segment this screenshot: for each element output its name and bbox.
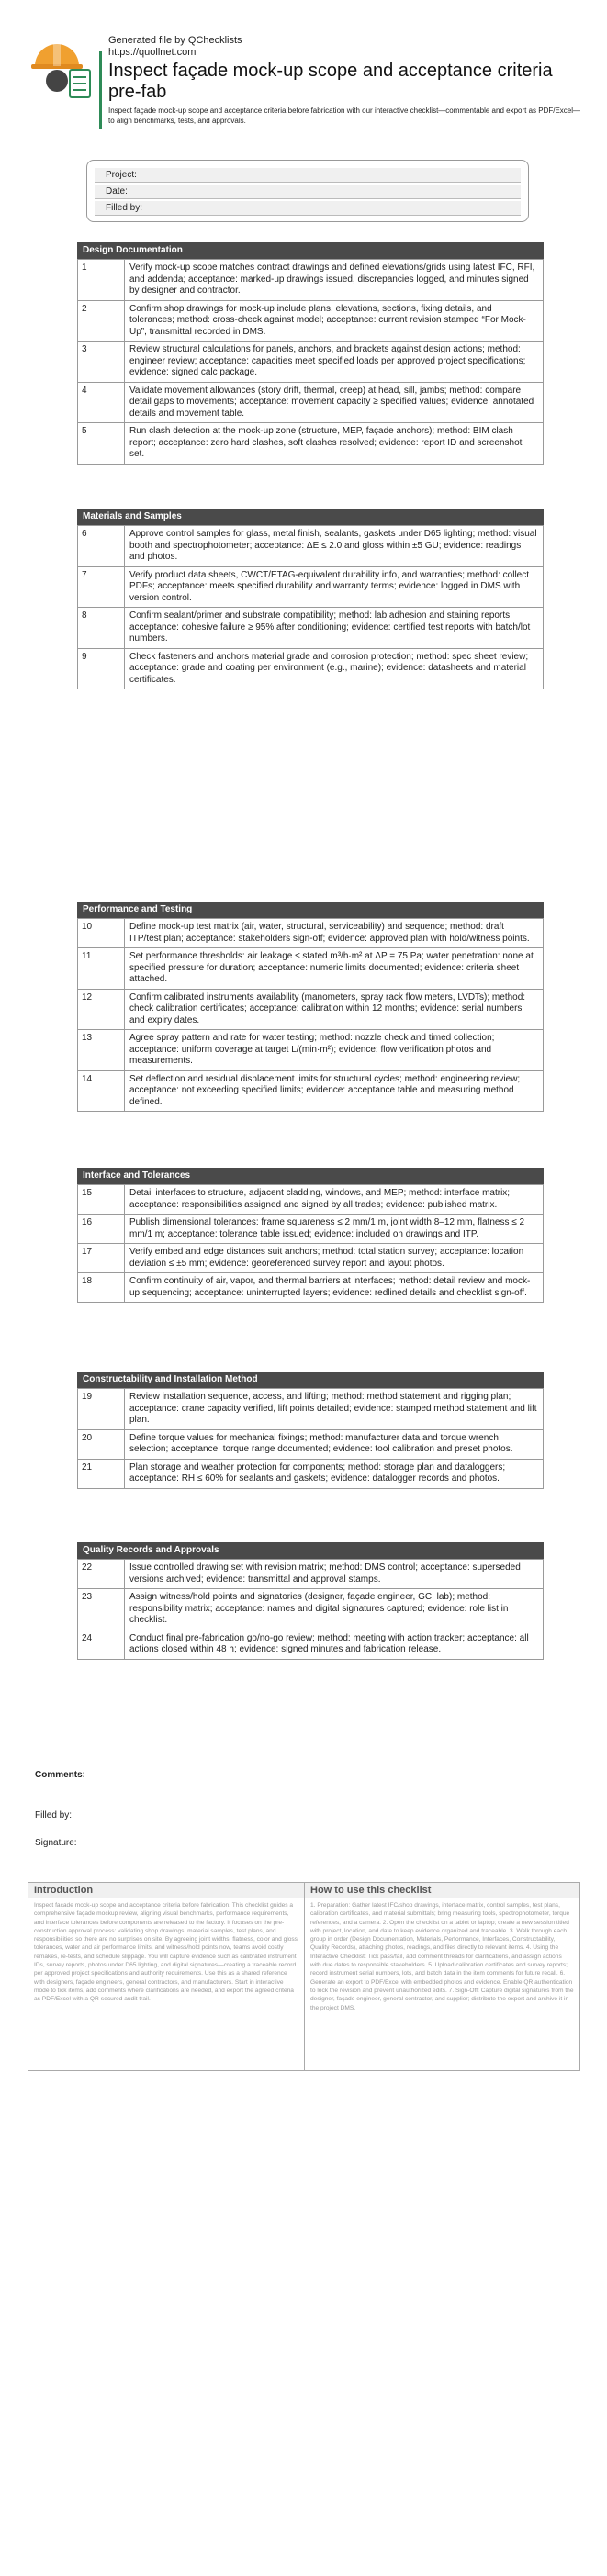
- checklist-table: [77, 1388, 544, 1489]
- item-number: 1: [78, 260, 125, 301]
- item-number: 17: [78, 1244, 125, 1273]
- item-text: Confirm sealant/primer and substrate compatibility; method: lab adhesion and staining reports; acceptance: cohesive failure ≥ 95% after conditioning; evidence: certified test reports with batch/lot numbers.: [125, 608, 544, 649]
- checklist-row[interactable]: [78, 423, 544, 465]
- item-text: Validate movement allowances (story drift, thermal, creep) at head, sill, jambs; method: compare detail gaps to movements; acceptance: movement capacity ≥ specified values; evidence: annotated details and movement table.: [125, 382, 544, 423]
- item-number: 8: [78, 608, 125, 649]
- item-text: Confirm calibrated instruments availability (manometers, spray rack flow meters, LVDTs); method: check calibration certificates; acceptance: calibration within 12 months; evidence: serial numbers and expiry dates.: [125, 989, 544, 1030]
- section-heading: Performance and Testing: [77, 902, 544, 918]
- item-number: 2: [78, 300, 125, 342]
- checklist-table: [77, 918, 544, 1112]
- item-number: 4: [78, 382, 125, 423]
- item-text: Define mock-up test matrix (air, water, structural, serviceability) and sequence; method: draft ITP/test plan; acceptance: stakeholders sign-off; evidence: approved plan with hold/witness points.: [125, 919, 544, 948]
- item-text: Check fasteners and anchors material grade and corrosion protection; method: spec sheet review; acceptance: grade and coating per environment (e.g., marine); evidence: datasheets and material certificates.: [125, 648, 544, 689]
- item-number: 15: [78, 1185, 125, 1215]
- item-text: Issue controlled drawing set with revision matrix; method: DMS control; acceptance: superseded versions archived; evidence: transmittal and approval stamps.: [125, 1560, 544, 1589]
- section-2: [77, 509, 544, 689]
- checklist-row[interactable]: [78, 989, 544, 1030]
- checklist-row[interactable]: [78, 1429, 544, 1459]
- project-field[interactable]: Project:: [95, 168, 521, 183]
- item-text: Publish dimensional tolerances: frame squareness ≤ 2 mm/1 m, joint width 8–12 mm, flatness ≤ 2 mm/1 m; acceptance: tolerance table issued; evidence: included on drawings and ITP.: [125, 1215, 544, 1244]
- signature-label: Signature:: [35, 1838, 77, 1848]
- checklist-row[interactable]: [78, 608, 544, 649]
- introduction-heading: Introduction: [28, 1883, 304, 1898]
- item-text: Set deflection and residual displacement limits for structural cycles; method: engineering review; acceptance: not exceeding specified limits; evidence: acceptance table and measuring method defined.: [125, 1070, 544, 1112]
- section-heading: Design Documentation: [77, 242, 544, 259]
- item-text: Conduct final pre-fabrication go/no-go review; method: meeting with action tracker; acceptance: all actions closed within 48 h; evidence: signed minutes and fabrication release.: [125, 1630, 544, 1659]
- item-number: 22: [78, 1560, 125, 1589]
- checklist-row[interactable]: [78, 1030, 544, 1071]
- item-text: Approve control samples for glass, metal finish, sealants, gaskets under D65 lighting; method: visual booth and spectrophotometer; acceptance: ΔE ≤ 2.0 and gloss within ±5 GU; evidence: readings and photos.: [125, 526, 544, 567]
- page-header: [28, 35, 588, 136]
- item-number: 20: [78, 1429, 125, 1459]
- date-field[interactable]: Date:: [95, 185, 521, 199]
- section-heading: Interface and Tolerances: [77, 1168, 544, 1184]
- project-info-box: [86, 160, 529, 222]
- item-text: Run clash detection at the mock-up zone (structure, MEP, façade anchors); method: BIM clash report; acceptance: zero hard clashes, soft clashes resolved; evidence: report ID and screenshot set.: [125, 423, 544, 465]
- checklist-row[interactable]: [78, 1459, 544, 1488]
- item-number: 12: [78, 989, 125, 1030]
- introduction-text: Inspect façade mock-up scope and acceptance criteria before fabrication. This checklist guides a comprehensive façade mockup review, aligning visual benchmarks, performance requirements, and interface tolerances before components are released to the factory. It focuses on the pre-construction approval process: validating shop drawings, material samples, test plans, and responsibilities so there are no surprises on site. By agreeing joint widths, flatness, color and gloss tolerances, water and air performance limits, and witness/hold points now, teams avoid costly remakes, re-tests, and schedule slippage. You will capture evidence such as calibrated instrument IDs, survey reports, photos under D65 lighting, and digital signatures—creating a traceable record per approved project specifications and authority requirements. Use this as a shared reference with designers, façade engineers, general contractors, and manufacturers. Start in interactive mode to tick items, add comments where clarifications are needed, and export the agreed criteria as PDF/Excel with a QR-secured audit trail.: [34, 1902, 298, 2003]
- item-number: 14: [78, 1070, 125, 1112]
- checklist-row[interactable]: [78, 648, 544, 689]
- checklist-row[interactable]: [78, 1215, 544, 1244]
- item-number: 6: [78, 526, 125, 567]
- section-4: [77, 1168, 544, 1303]
- section-heading: Quality Records and Approvals: [77, 1542, 544, 1559]
- qchecklists-logo-icon: [28, 39, 101, 103]
- source-url[interactable]: https://quollnet.com: [108, 47, 197, 58]
- checklist-row[interactable]: [78, 1185, 544, 1215]
- checklist-row[interactable]: [78, 1630, 544, 1659]
- item-text: Confirm shop drawings for mock-up include plans, elevations, sections, fixing details, and tolerances; method: cross-check against model; acceptance: current revision stamped “For Mock-Up”, transmittal recorded in DMS.: [125, 300, 544, 342]
- item-number: 13: [78, 1030, 125, 1071]
- section-heading: Constructability and Installation Method: [77, 1372, 544, 1388]
- section-5: [77, 1372, 544, 1489]
- item-number: 10: [78, 919, 125, 948]
- item-text: Review installation sequence, access, and lifting; method: method statement and rigging plan; acceptance: crane capacity verified, lift points detailed; evidence: stamped method statement and lift plan.: [125, 1389, 544, 1430]
- item-number: 3: [78, 342, 125, 383]
- item-text: Plan storage and weather protection for components; method: storage plan and dataloggers; acceptance: RH ≤ 60% for sealants and gaskets; evidence: datalogger records and photos.: [125, 1459, 544, 1488]
- checklist-row[interactable]: [78, 1070, 544, 1112]
- item-number: 11: [78, 948, 125, 990]
- checklist-table: [77, 1559, 544, 1660]
- checklist-row[interactable]: [78, 260, 544, 301]
- checklist-row[interactable]: [78, 342, 544, 383]
- checklist-row[interactable]: [78, 1560, 544, 1589]
- item-number: 19: [78, 1389, 125, 1430]
- checklist-row[interactable]: [78, 948, 544, 990]
- item-text: Agree spray pattern and rate for water testing; method: nozzle check and timed collection; acceptance: uniform coverage at target L/(min·m²); evidence: flow verification photos and measurements.: [125, 1030, 544, 1071]
- header-accent-bar: [99, 51, 102, 129]
- item-number: 18: [78, 1273, 125, 1303]
- item-text: Set performance thresholds: air leakage ≤ stated m³/h·m² at ΔP = 75 Pa; water penetration: none at specified pressure for duration; acceptance: numeric limits documented; evidence: criteria sheet attached.: [125, 948, 544, 990]
- how-to-panel: [305, 1883, 579, 2070]
- item-number: 7: [78, 566, 125, 608]
- how-to-heading: How to use this checklist: [305, 1883, 579, 1898]
- page-title: Inspect façade mock-up scope and acceptance criteria pre-fab: [108, 61, 553, 102]
- introduction-panel: [28, 1883, 305, 2070]
- section-6: [77, 1542, 544, 1660]
- checklist-table: [77, 259, 544, 465]
- item-number: 9: [78, 648, 125, 689]
- checklist-table: [77, 1184, 544, 1303]
- page-subtitle: Inspect façade mock-up scope and acceptance criteria before fabrication with our interactive checklist—commentable and export as PDF/Excel—to align benchmarks, tests, and approvals.: [108, 106, 581, 125]
- checklist-row[interactable]: [78, 1389, 544, 1430]
- checklist-row[interactable]: [78, 1589, 544, 1630]
- checklist-row[interactable]: [78, 526, 544, 567]
- how-to-text: 1. Preparation: Gather latest IFC/shop drawings, interface matrix, control samples, test plans, calibration certificates, and material submittals; bring measuring tools, spectrophotometer, torque references, and a camera. 2. Open the checklist on a tablet or laptop; create a new session titled with project, location, and date to keep evidence organized and traceable. 3. Walk through each group in order (Design Documentation, Materials, Performance, Interfaces, Constructability, Quality Records), attaching photos, readings, and files directly to relevant items. 4. Using the Interactive Checklist: Tick pass/fail, add comment threads for clarifications, and assign actions with due dates to responsible stakeholders. 5. Upload calibration certificates and survey reports; record instrument serial numbers, lots, and batch data in the item comments for future recall. 6. Generate an export to PDF/Excel with embedded photos and evidence. Enable QR authentication to lock the revision and prevent unauthorized edits. 7. Sign-Off: Capture digital signatures from the designer, façade engineer, general contractor, and supplier; distribute the export and archive it in the project DMS.: [310, 1902, 574, 2011]
- item-text: Define torque values for mechanical fixings; method: manufacturer data and torque wrench selection; acceptance: torque range documented; evidence: tool calibration and preset photos.: [125, 1429, 544, 1459]
- item-number: 21: [78, 1459, 125, 1488]
- checklist-row[interactable]: [78, 1244, 544, 1273]
- filled-by-label: Filled by:: [35, 1810, 73, 1820]
- section-heading: Materials and Samples: [77, 509, 544, 525]
- item-number: 16: [78, 1215, 125, 1244]
- section-3: [77, 902, 544, 1112]
- checklist-row[interactable]: [78, 919, 544, 948]
- item-number: 23: [78, 1589, 125, 1630]
- checklist-table: [77, 525, 544, 689]
- item-number: 5: [78, 423, 125, 465]
- comments-label: Comments:: [35, 1770, 86, 1780]
- checklist-row[interactable]: [78, 1273, 544, 1303]
- item-text: Confirm continuity of air, vapor, and thermal barriers at interfaces; method: detail review and mock-up sequencing; acceptance: uninterrupted layers; evidence: redlined details and checklist sign-off.: [125, 1273, 544, 1303]
- item-text: Review structural calculations for panels, anchors, and brackets against design actions; method: engineer review; acceptance: capacities meet specified loads per approved project specifications; evidence: signed calc package.: [125, 342, 544, 383]
- item-text: Assign witness/hold points and signatories (designer, façade engineer, GC, lab); method: responsibility matrix; acceptance: names and digital signatures captured; evidence: role list in checklist.: [125, 1589, 544, 1630]
- checklist-row[interactable]: [78, 300, 544, 342]
- checklist-row[interactable]: [78, 382, 544, 423]
- item-text: Verify product data sheets, CWCT/ETAG-equivalent durability info, and warranties; method: collect PDFs; acceptance: meets specified durability and warranty terms; evidence: logged in DMS with version control.: [125, 566, 544, 608]
- item-text: Verify embed and edge distances suit anchors; method: total station survey; acceptance: location deviation ≤ ±5 mm; evidence: georeferenced survey report and layout photos.: [125, 1244, 544, 1273]
- section-1: [77, 242, 544, 465]
- item-text: Detail interfaces to structure, adjacent cladding, windows, and MEP; method: interface matrix; acceptance: responsibilities assigned and signed by all trades; evidence: published matrix.: [125, 1185, 544, 1215]
- item-number: 24: [78, 1630, 125, 1659]
- generated-by: Generated file by QChecklists: [108, 35, 242, 46]
- checklist-row[interactable]: [78, 566, 544, 608]
- item-text: Verify mock-up scope matches contract drawings and defined elevations/grids using latest IFC, RFI, and addenda; acceptance: marked-up drawings issued, discrepancies logged, and minutes signed by designer and contractor.: [125, 260, 544, 301]
- filled-by-field[interactable]: Filled by:: [95, 201, 521, 216]
- info-panel: [28, 1882, 580, 2071]
